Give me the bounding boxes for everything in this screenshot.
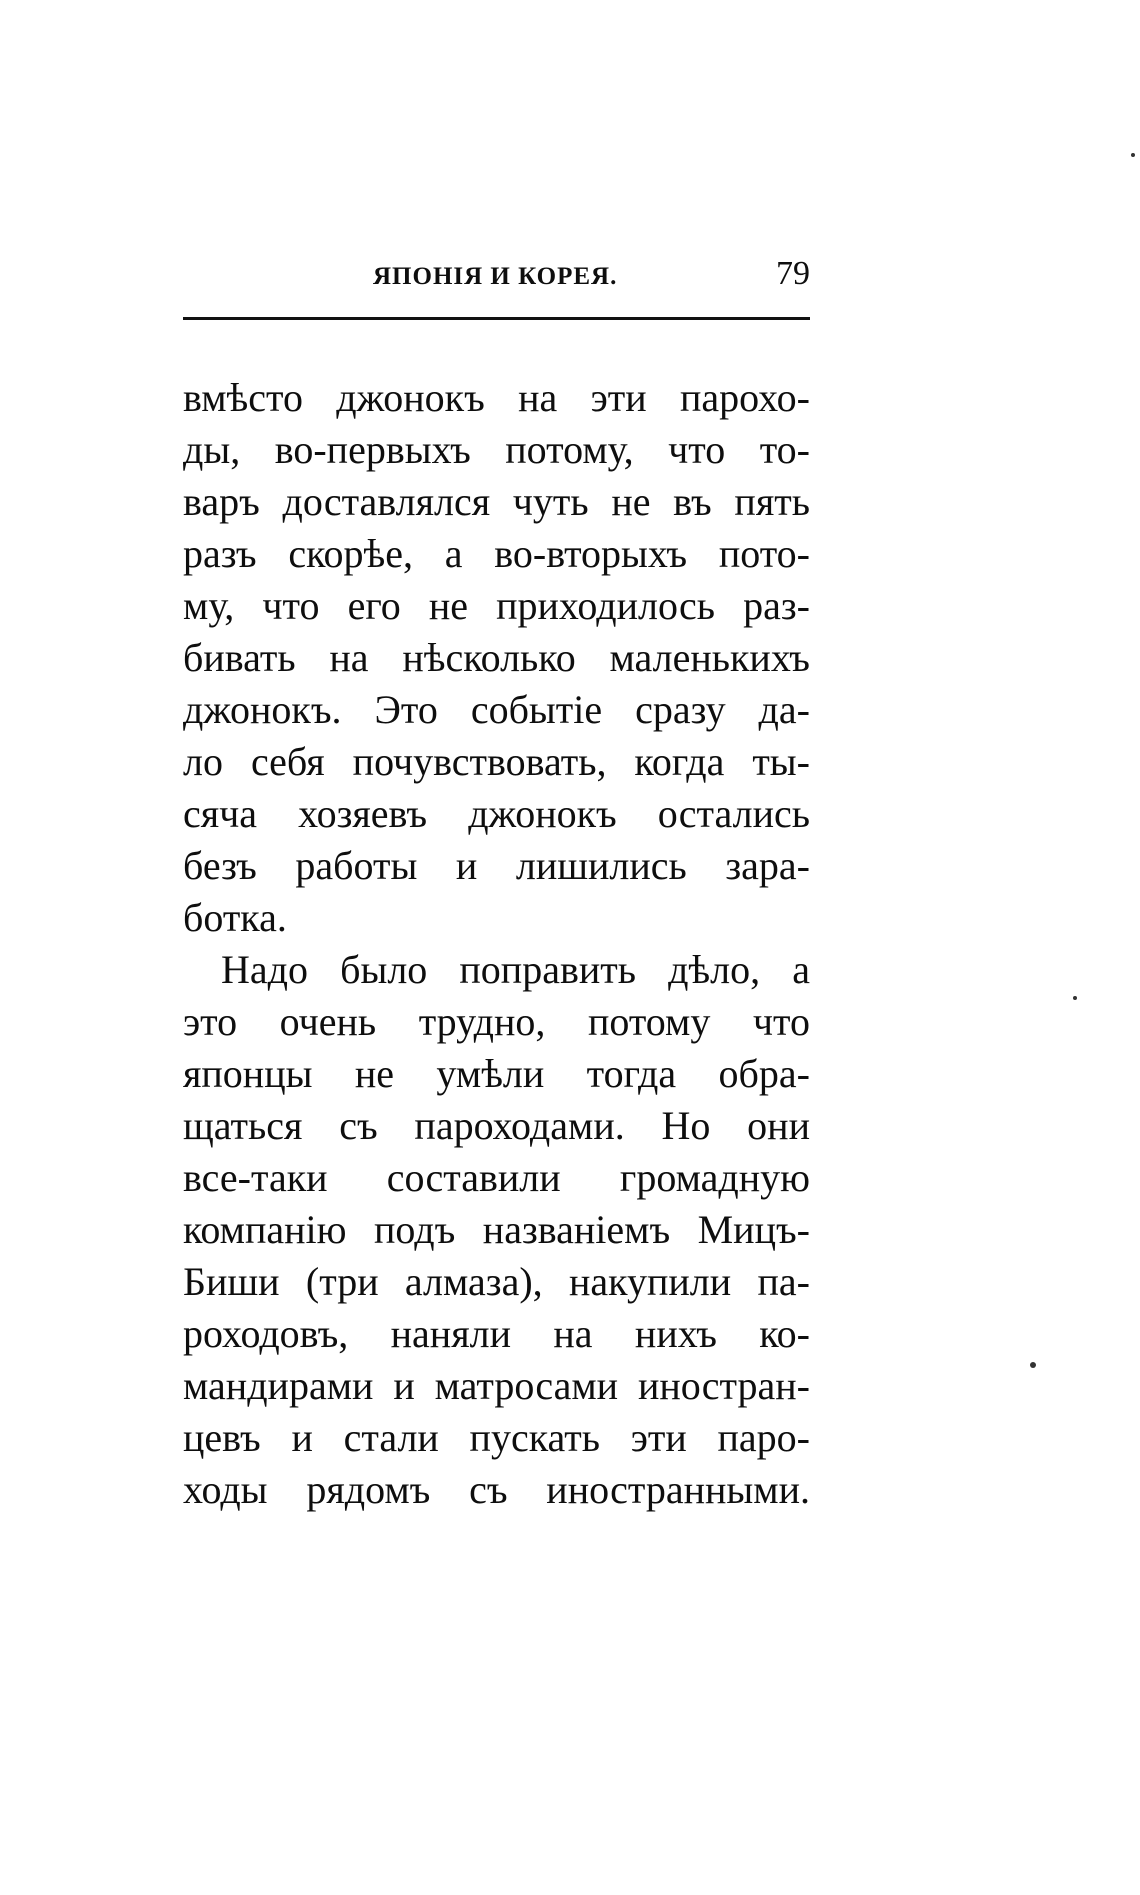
- text-line: [183, 996, 810, 1048]
- word: на: [553, 1311, 593, 1356]
- word: Надо: [221, 947, 308, 992]
- word: Мицъ-: [697, 1207, 810, 1252]
- scan-speck: [1073, 996, 1077, 1000]
- word: раз-: [743, 583, 810, 628]
- word: что: [752, 999, 810, 1044]
- text-line: [183, 1464, 810, 1516]
- word: бивать: [183, 635, 296, 680]
- word: джонокъ: [468, 791, 617, 836]
- word: и: [291, 1415, 313, 1460]
- page-number: 79: [776, 255, 810, 292]
- word: ко-: [759, 1311, 810, 1356]
- text-line: [183, 736, 810, 788]
- word: что: [668, 427, 726, 472]
- word: а: [792, 947, 810, 992]
- word: и: [455, 843, 478, 888]
- word: трудно,: [418, 999, 546, 1044]
- word: эти: [590, 375, 647, 420]
- word: ло: [183, 739, 223, 784]
- word: пото-: [718, 531, 810, 576]
- text-line: [183, 684, 810, 736]
- word: джонокъ.: [183, 687, 342, 732]
- word: это: [183, 999, 238, 1044]
- text-line: [183, 944, 810, 996]
- text-line: [183, 1412, 810, 1464]
- word: наняли: [390, 1311, 511, 1356]
- text-line: [183, 580, 810, 632]
- word: эти: [630, 1415, 687, 1460]
- word: сяча: [183, 791, 258, 836]
- word: вмѣсто: [183, 375, 303, 420]
- word: па-: [757, 1259, 810, 1304]
- body-text: [183, 372, 810, 1516]
- header-rule: [183, 317, 810, 320]
- word: японцы: [183, 1051, 313, 1096]
- word: что: [262, 583, 320, 628]
- word: поправить: [459, 947, 636, 992]
- text-line: [183, 892, 810, 944]
- word: му,: [183, 583, 235, 628]
- word: во-вторыхъ: [494, 531, 688, 576]
- word: названіемъ: [482, 1207, 671, 1252]
- word: они: [747, 1103, 810, 1148]
- word: въ: [673, 479, 712, 524]
- word: зара-: [725, 843, 810, 888]
- word: пароходами.: [414, 1103, 625, 1148]
- word: потому: [587, 999, 711, 1044]
- word: съ: [339, 1103, 378, 1148]
- text-line: [183, 1152, 810, 1204]
- word: обра-: [718, 1051, 810, 1096]
- word: иностранными.: [546, 1467, 810, 1512]
- word: то-: [759, 427, 810, 472]
- word: цевъ: [183, 1415, 261, 1460]
- word: на: [329, 635, 369, 680]
- word: роходовъ,: [183, 1311, 349, 1356]
- word: джонокъ: [336, 375, 485, 420]
- word: (три: [305, 1259, 379, 1304]
- word: громадную: [619, 1155, 810, 1200]
- word: парохо-: [680, 375, 810, 420]
- word: потому,: [505, 427, 634, 472]
- word: себя: [250, 739, 325, 784]
- running-title: ЯПОНІЯ И КОРЕЯ.: [373, 263, 618, 290]
- word: а: [444, 531, 463, 576]
- text-line: [183, 632, 810, 684]
- text-line: [183, 372, 810, 424]
- word: паро-: [717, 1415, 810, 1460]
- word: почувствовать,: [352, 739, 607, 784]
- word: Но: [661, 1103, 711, 1148]
- word: ботка.: [183, 895, 287, 940]
- word: и: [393, 1363, 415, 1408]
- running-head: [183, 255, 810, 305]
- paragraph: [183, 944, 810, 1516]
- word: разъ: [183, 531, 257, 576]
- word: да-: [758, 687, 810, 732]
- word: дѣло,: [668, 947, 761, 992]
- text-line: [183, 1204, 810, 1256]
- word: стали: [343, 1415, 439, 1460]
- word: умѣли: [436, 1051, 545, 1096]
- text-line: [183, 1308, 810, 1360]
- text-line: [183, 528, 810, 580]
- word: работы: [295, 843, 418, 888]
- word: когда: [634, 739, 725, 784]
- word: очень: [279, 999, 377, 1044]
- word: сразу: [635, 687, 726, 732]
- text-line: [183, 1360, 810, 1412]
- text-line: [183, 840, 810, 892]
- text-line: [183, 788, 810, 840]
- word: мандирами: [183, 1363, 374, 1408]
- word: накупили: [568, 1259, 732, 1304]
- word: на: [518, 375, 558, 420]
- word: безъ: [183, 843, 257, 888]
- word: съ: [469, 1467, 508, 1512]
- word: Биши: [183, 1259, 280, 1304]
- paragraph: [183, 372, 810, 944]
- word: варъ: [183, 479, 260, 524]
- scan-speck: [1030, 1362, 1036, 1368]
- word: было: [340, 947, 428, 992]
- word: ты-: [752, 739, 810, 784]
- scan-speck: [1131, 153, 1135, 157]
- text-line: [183, 1100, 810, 1152]
- word: щаться: [183, 1103, 303, 1148]
- word: не: [611, 479, 651, 524]
- word: хозяевъ: [298, 791, 428, 836]
- text-line: [183, 1048, 810, 1100]
- word: алмаза),: [404, 1259, 543, 1304]
- word: событіе: [470, 687, 603, 732]
- word: маленькихъ: [609, 635, 810, 680]
- text-line: [183, 476, 810, 528]
- word: нѣсколько: [402, 635, 576, 680]
- word: ходы: [183, 1467, 268, 1512]
- word: приходилось: [496, 583, 715, 628]
- word: нихъ: [634, 1311, 717, 1356]
- text-line: [183, 1256, 810, 1308]
- word: подъ: [374, 1207, 456, 1252]
- word: во-первыхъ: [274, 427, 471, 472]
- word: пять: [734, 479, 810, 524]
- word: матросами: [434, 1363, 619, 1408]
- word: его: [347, 583, 401, 628]
- word: не: [428, 583, 469, 628]
- word: составили: [386, 1155, 561, 1200]
- word: остались: [657, 791, 810, 836]
- text-line: [183, 424, 810, 476]
- word: чуть: [512, 479, 589, 524]
- word: пускать: [469, 1415, 600, 1460]
- word: доставлялся: [282, 479, 491, 524]
- word: скорѣе,: [288, 531, 413, 576]
- word: лишились: [515, 843, 687, 888]
- word: ды,: [183, 427, 241, 472]
- word: тогда: [586, 1051, 677, 1096]
- word: компанію: [183, 1207, 347, 1252]
- word: рядомъ: [306, 1467, 431, 1512]
- word: не: [354, 1051, 395, 1096]
- word: иностран-: [637, 1363, 810, 1408]
- word: Это: [374, 687, 438, 732]
- word: все-таки: [183, 1155, 328, 1200]
